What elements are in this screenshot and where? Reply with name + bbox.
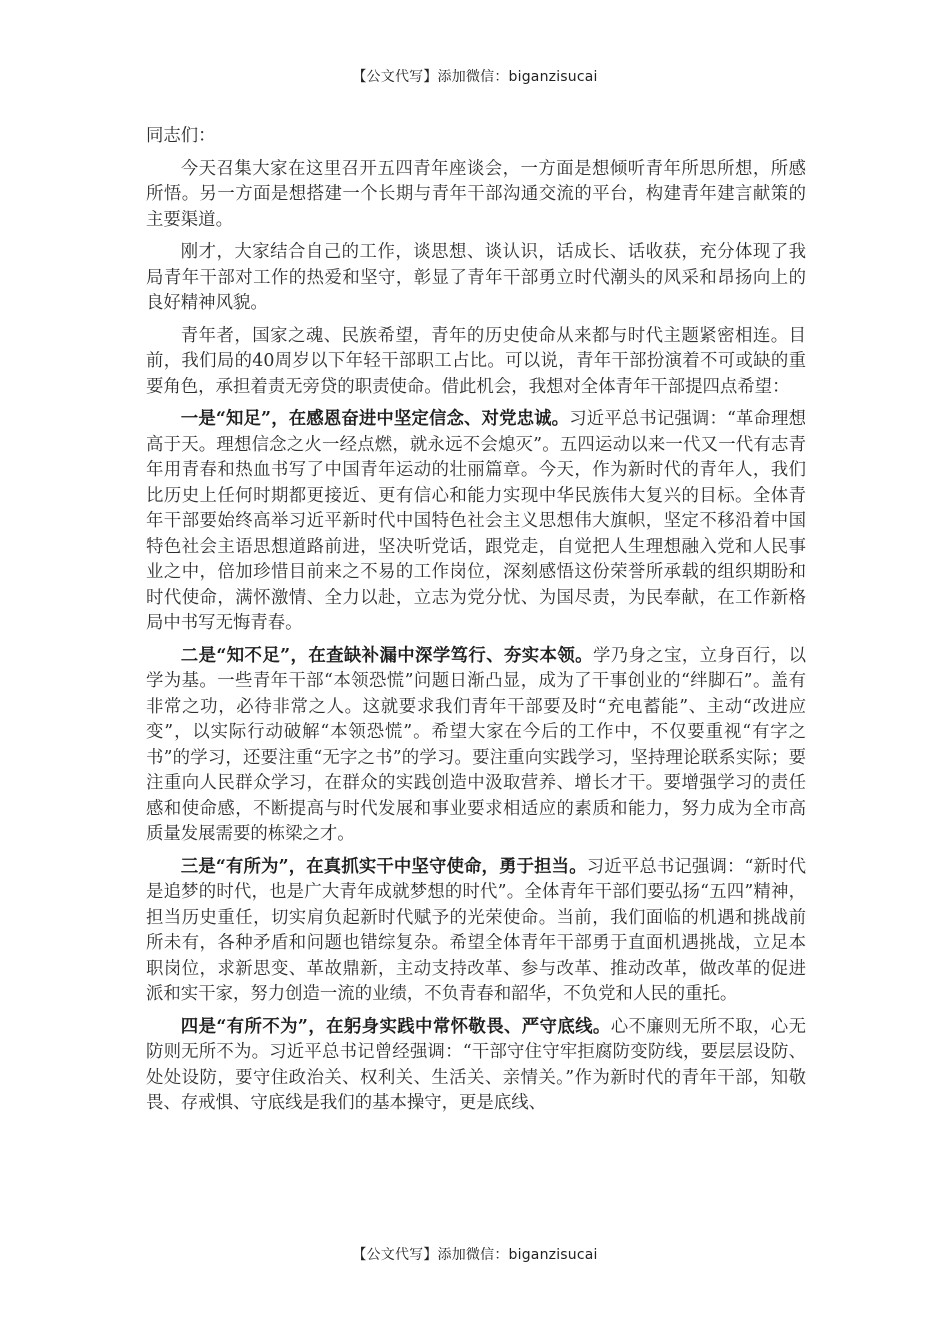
paragraph-hope-2 (146, 644, 806, 848)
document-body (146, 124, 806, 1124)
paragraph-text: 学乃身之宝，立身百行，以学为基。一些青年干部“本领恐慌”问题日渐凸显，成为了干事创业的“绊脚石”。盖有非常之功，必待非常之人。这就要求我们青年干部要及时“充电蓄能”、主动“改进应变”，以实际行动破解“本领恐慌”。希望大家在今后的工作中，不仅要重视“有字之书”的学习，还要注重“无字之书”的学习。要注重向实践学习，坚持理论联系实际；要注重向人民群众学习，在群众的实践创造中汲取营养、增长才干。要增强学习的责任感和使命感，不断提高与时代发展和事业要求相适应的素质和能力，努力成为全市高质量发展需要的栋梁之才。 (146, 645, 806, 844)
paragraph-text: 刚才，大家结合自己的工作，谈思想、谈认识，话成长、话收获，充分体现了我局青年干部对工作的热爱和坚守，彰显了青年干部勇立时代潮头的风采和昂扬向上的良好精神风貌。 (146, 242, 806, 313)
paragraph-text: 今天召集大家在这里召开五四青年座谈会，一方面是想倾听青年所思所想，所感所悟。另一方面是想搭建一个长期与青年干部沟通交流的平台，构建青年建言献策的主要渠道。 (146, 158, 806, 230)
page-header: 【公文代写】添加微信：biganzisucai (352, 69, 598, 85)
salutation: 同志们： (146, 126, 216, 146)
paragraph-lead: 三是“有所为”，在真抓实干中坚守使命，勇于担当。 (180, 856, 587, 877)
paragraph-hope-3 (146, 855, 806, 1008)
paragraph-text: 青年者，国家之魂、民族希望，青年的历史使命从来都与时代主题紧密相连。目前，我们局的40周岁以下年轻干部职工占比。可以说，青年干部扮演着不可或缺的重要角色，承担着责无旁贷的职责使命。借此机会，我想对全体青年干部提四点希望： (146, 325, 806, 397)
paragraph-lead: 四是“有所不为”，在躬身实践中常怀敬畏、严守底线。 (180, 1016, 611, 1037)
paragraph-lead: 一是“知足”，在感恩奋进中坚定信念、对党忠诚。 (180, 409, 570, 429)
paragraph-youth-mission (146, 324, 806, 401)
paragraph-discussion (146, 240, 806, 317)
page-footer: 【公文代写】添加微信：biganzisucai (352, 1247, 598, 1263)
paragraph-hope-4 (146, 1015, 806, 1117)
paragraph-lead: 二是“知不足”，在查缺补漏中深学笃行、夯实本领。 (180, 645, 593, 666)
paragraph-intro (146, 157, 806, 234)
paragraph-text: 习近平总书记强调：“新时代是追梦的时代，也是广大青年成就梦想的时代”。全体青年干部们要弘扬“五四”精神，担当历史重任，切实肩负起新时代赋予的光荣使命。当前，我们面临的机遇和挑战前所未有，各种矛盾和问题也错综复杂。希望全体青年干部勇于直面机遇挑战，立足本职岗位，求新思变、革故鼎新，主动支持改革、参与改革、推动改革，做改革的促进派和实干家，努力创造一流的业绩，不负青春和韶华，不负党和人民的重托。 (146, 856, 806, 1004)
paragraph-text: 心不廉则无所不取，心无防则无所不为。习近平总书记曾经强调：“干部守住守牢拒腐防变防线，要层层设防、处处设防，要守住政治关、权利关、生活关、亲情关。”作为新时代的青年干部，知敬畏、存戒惧、守底线是我们的基本操守，更是底线、 (146, 1016, 806, 1113)
paragraph-text: 习近平总书记强调：“革命理想高于天。理想信念之火一经点燃，就永远不会熄灭”。五四运动以来一代又一代有志青年用青春和热血书写了中国青年运动的壮丽篇章。今天，作为新时代的青年人，我们比历史上任何时期都更接近、更有信心和能力实现中华民族伟大复兴的目标。全体青年干部要始终高举习近平新时代中国特色社会主义思想伟大旗帜，坚定不移沿着中国特色社会主语思想道路前进，坚决听党话，跟党走，自觉把人生理想融入党和人民事业之中，倍加珍惜目前来之不易的工作岗位，深刻感悟这份荣誉所承载的组织期盼和时代使命，满怀激情、全力以赴，立志为党分忧、为国尽责，为民奉献，在工作新格局中书写无悔青春。 (146, 409, 806, 633)
paragraph-hope-1 (146, 407, 806, 637)
